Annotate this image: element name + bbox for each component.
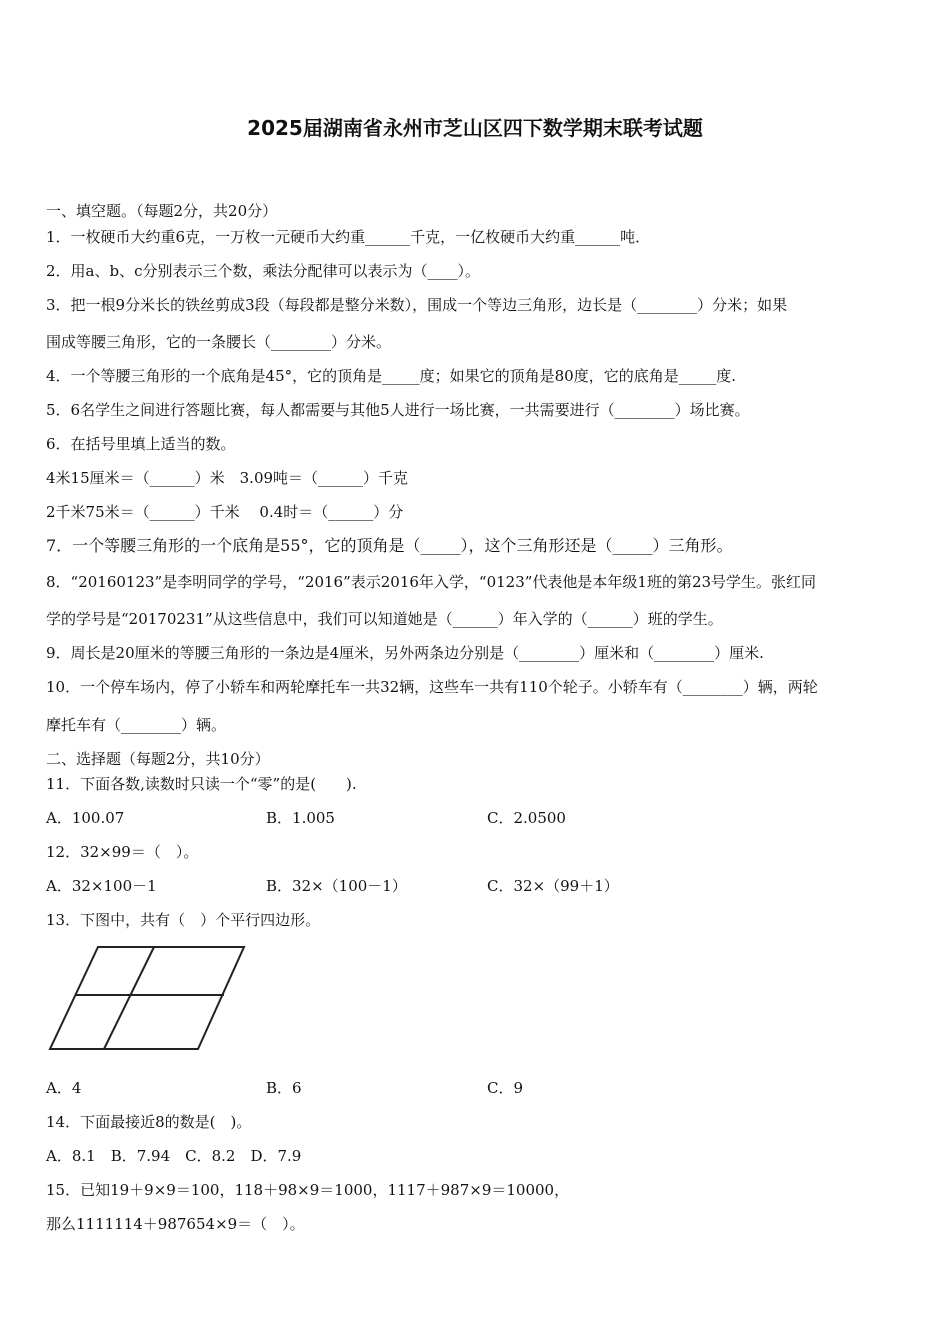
q14-options: A．8.1 B．7.94 C．8.2 D．7.9 [46,1147,302,1165]
question-6-row-2: 2千米75米＝（______）千米 0.4时＝（______）分 [46,503,404,521]
question-13: 13．下图中，共有（ ）个平行四边形。 [46,911,321,929]
q12-option-c: C．32×（99＋1） [487,877,619,895]
question-15-line-2: 那么1111114＋987654×9＝（ ）。 [46,1215,305,1233]
question-6: 6．在括号里填上适当的数。 [46,435,236,453]
question-9: 9．周长是20厘米的等腰三角形的一条边是4厘米，另外两条边分别是（________）厘米和（________）厘米. [46,644,764,662]
question-3-line-2: 围成等腰三角形，它的一条腰长（________）分米。 [46,333,392,351]
question-12: 12．32×99＝（ ）。 [46,843,199,861]
q13-option-c: C．9 [487,1079,524,1097]
page-title: 2025届湖南省永州市芝山区四下数学期末联考试题 [247,116,703,140]
q11-option-b: B．1.005 [266,809,335,827]
question-15-line-1: 15．已知19＋9×9＝100，118＋98×9＝1000，1117＋987×9＝10000， [46,1181,570,1199]
q13-option-b: B．6 [266,1079,302,1097]
question-10-line-2: 摩托车有（________）辆。 [46,716,227,734]
section-heading-multiple-choice: 二、选择题（每题2分，共10分） [46,750,270,768]
question-8-line-1: 8．“20160123”是李明同学的学号，“2016”表示2016年入学，“0123”代表他是本年级1班的第23号学生。张红同 [46,573,817,591]
question-1: 1．一枚硬币大约重6克，一万枚一元硬币大约重______千克，一亿枚硬币大约重______吨． [46,228,651,246]
q11-option-c: C．2.0500 [487,809,566,827]
question-4: 4．一个等腰三角形的一个底角是45°，它的顶角是_____度；如果它的顶角是80度，它的底角是_____度. [46,367,736,385]
question-7: 7．一个等腰三角形的一个底角是55°，它的顶角是（_____），这个三角形还是（_____）三角形。 [46,536,733,555]
question-5: 5．6名学生之间进行答题比赛，每人都需要与其他5人进行一场比赛，一共需要进行（________）场比赛。 [46,401,750,419]
q13-option-a: A．4 [46,1079,82,1097]
inner-slanted-line [104,947,154,1049]
question-2: 2．用a、b、c分别表示三个数，乘法分配律可以表示为（____）。 [46,262,480,280]
q11-option-a: A．100.07 [46,809,125,827]
parallelogram-figure [46,945,248,1053]
question-10-line-1: 10．一个停车场内，停了小轿车和两轮摩托车一共32辆，这些车一共有110个轮子。小轿车有（________）辆，两轮 [46,678,818,696]
section-heading-fill-blank: 一、填空题。（每题2分，共20分） [46,202,278,220]
question-6-row-1: 4米15厘米＝（______）米 3.09吨＝（______）千克 [46,469,409,487]
question-11: 11．下面各数,读数时只读一个“零”的是( ). [46,775,357,793]
question-8-line-2: 学的学号是“20170231”从这些信息中，我们可以知道她是（______）年入学的（______）班的学生。 [46,610,723,628]
q12-option-b: B．32×（100－1） [266,877,407,895]
question-3-line-1: 3．把一根9分米长的铁丝剪成3段（每段都是整分米数），围成一个等边三角形，边长是（________）分米；如果 [46,296,788,314]
question-14: 14．下面最接近8的数是( )。 [46,1113,252,1131]
q12-option-a: A．32×100－1 [46,877,157,895]
